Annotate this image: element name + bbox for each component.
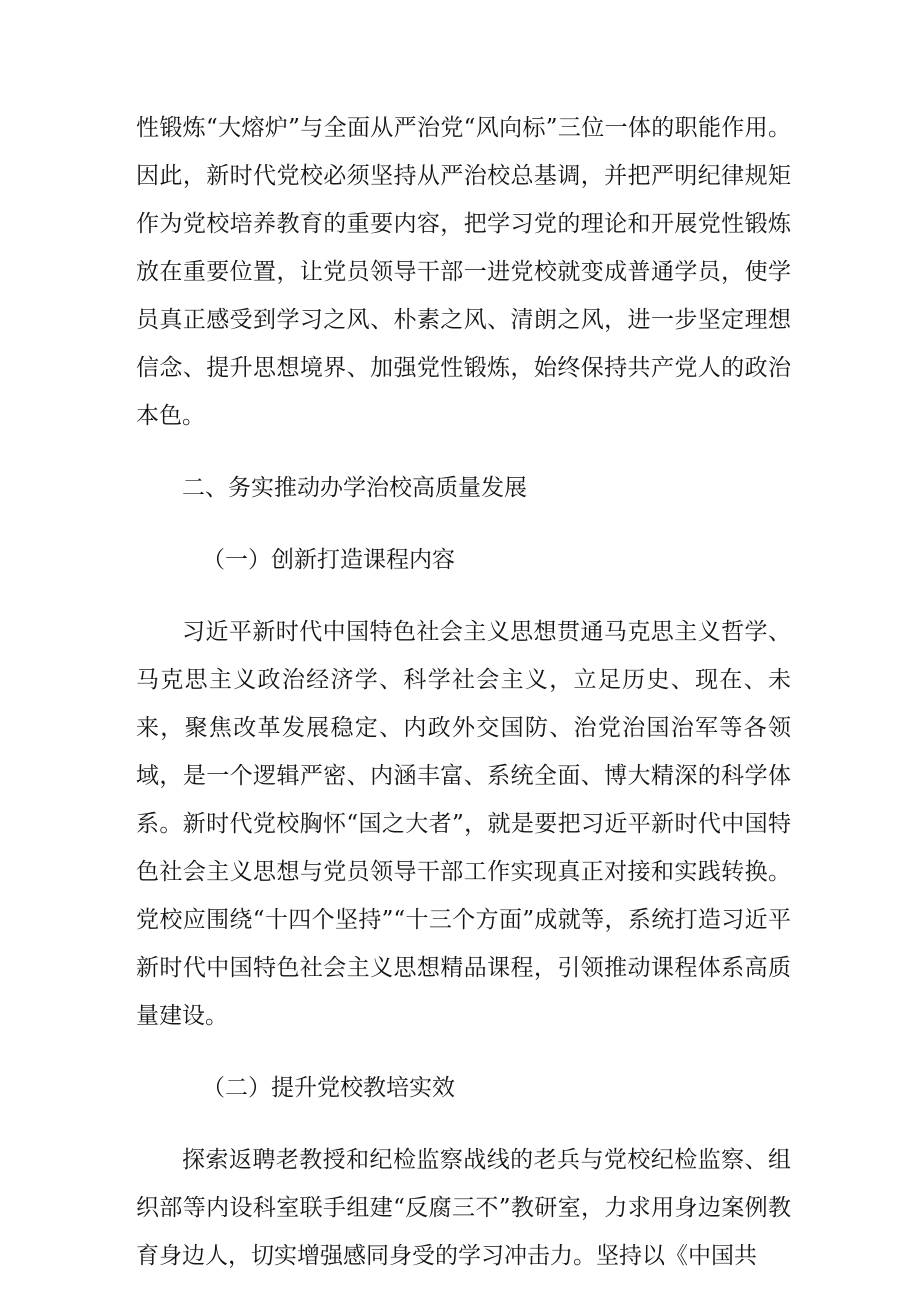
subsection-heading-2: （二）提升党校教培实效 <box>202 1075 455 1101</box>
paragraph-training-effect: 探索返聘老教授和纪检监察战线的老兵与党校纪检监察、组织部等内设科室联手组建“反腐三不”教研室，力求用身边案例教育身边人，切实增强感同身受的学习冲击力。坚持以《中国共 <box>136 1147 791 1269</box>
paragraph-spacer <box>136 512 791 536</box>
paragraph-course-content: 习近平新时代中国特色社会主义思想贯通马克思主义哲学、马克思主义政治经济学、科学社会主义，立足历史、现在、未来，聚焦改革发展稳定、内政外交国防、治党治国治军等各领域，是一个逻辑严密、内涵丰富、系统全面、博大精深的科学体系。新时代党校胸怀“国之大者”，就是要把习近平新时代中国特色社会主义思想与党员领导干部工作实现真正对接和实践转换。党校应围绕“十四个坚持”“十三个方面”成就等，系统打造习近平新时代中国特色社会主义思想精品课程，引领推动课程体系高质量建设。 <box>136 619 791 1029</box>
paragraph-continued: 性锻炼“大熔炉”与全面从严治党“风向标”三位一体的职能作用。因此，新时代党校必须坚持从严治校总基调，并把严明纪律规矩作为党校培养教育的重要内容，把学习党的理论和开展党性锻炼放在重要位置，让党员领导干部一进党校就变成普通学员，使学员真正感受到学习之风、朴素之风、清朗之风，进一步坚定理想信念、提升思想境界、加强党性锻炼，始终保持共产党人的政治本色。 <box>136 115 791 429</box>
paragraph-spacer <box>136 584 791 608</box>
document-body <box>136 104 791 1280</box>
section-heading: 二、务实推动办学治校高质量发展 <box>182 475 527 501</box>
subsection-heading-1: （一）创新打造课程内容 <box>202 547 455 573</box>
paragraph-spacer <box>136 1040 791 1064</box>
paragraph-spacer <box>136 1112 791 1136</box>
paragraph-spacer <box>136 440 791 464</box>
